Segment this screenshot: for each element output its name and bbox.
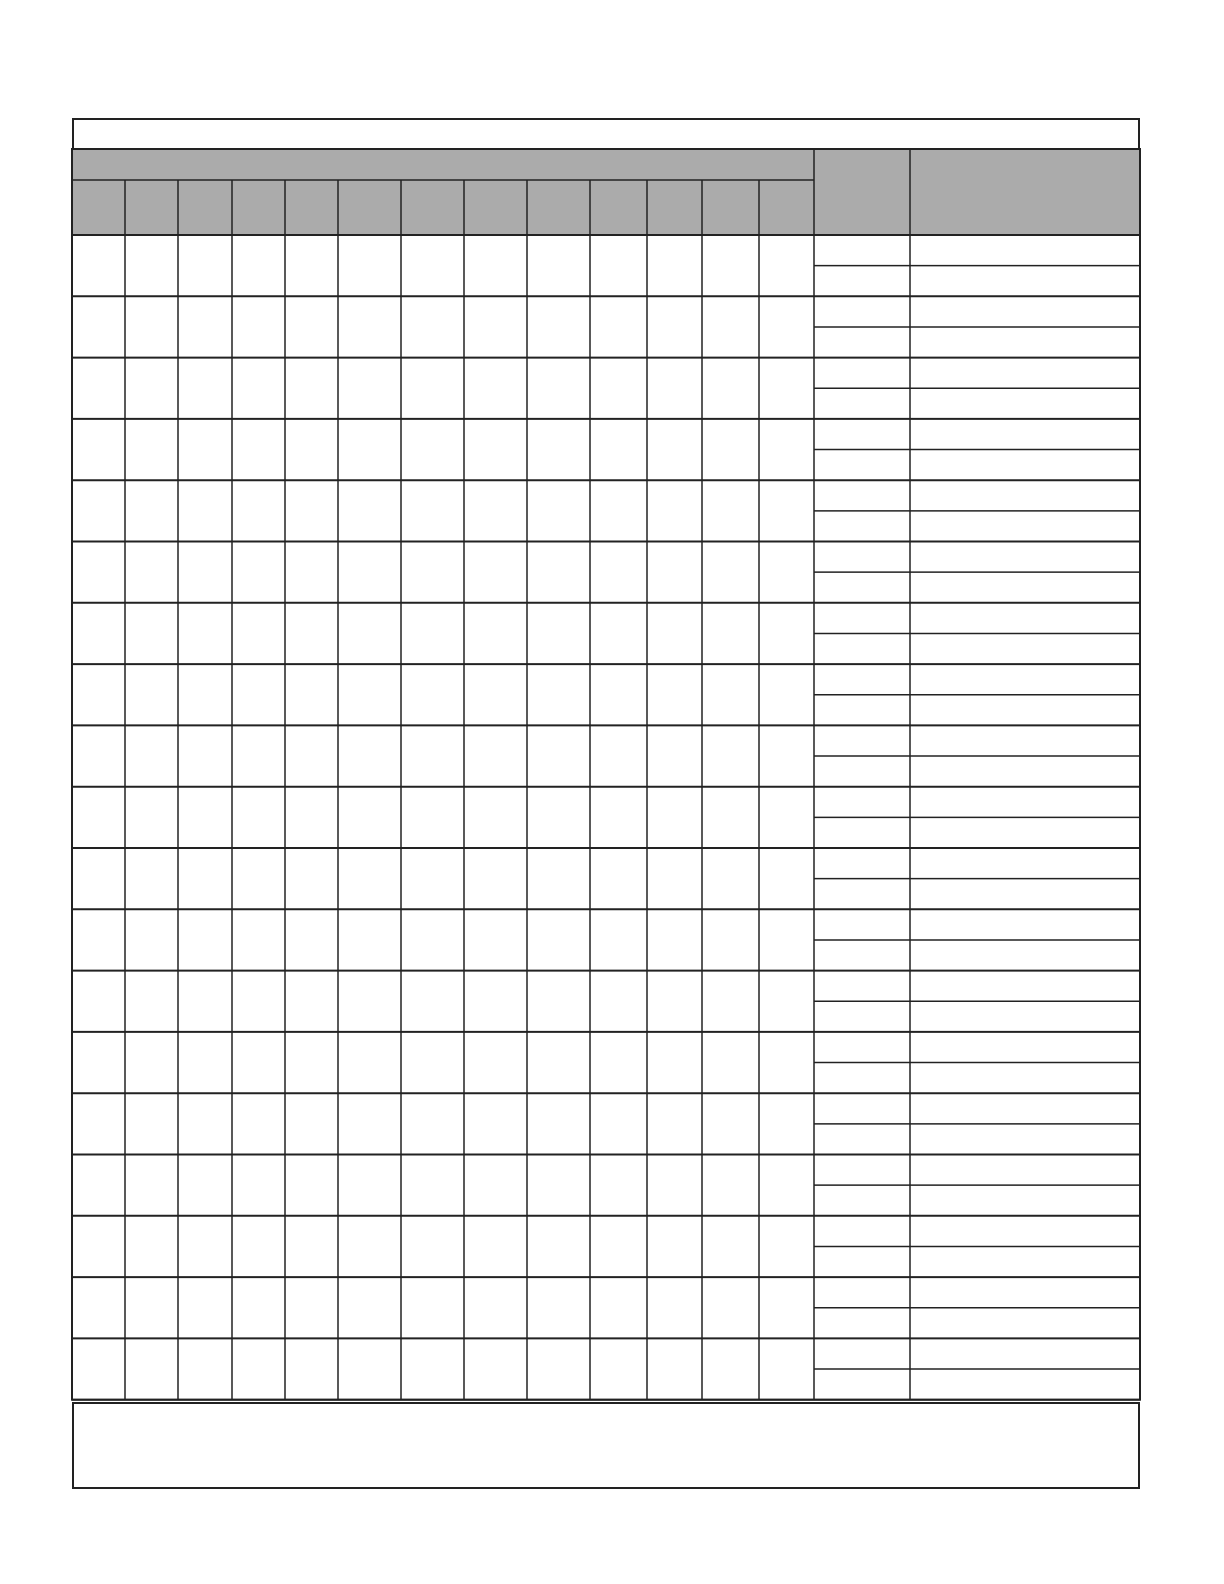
notes-area — [72, 1402, 1140, 1489]
